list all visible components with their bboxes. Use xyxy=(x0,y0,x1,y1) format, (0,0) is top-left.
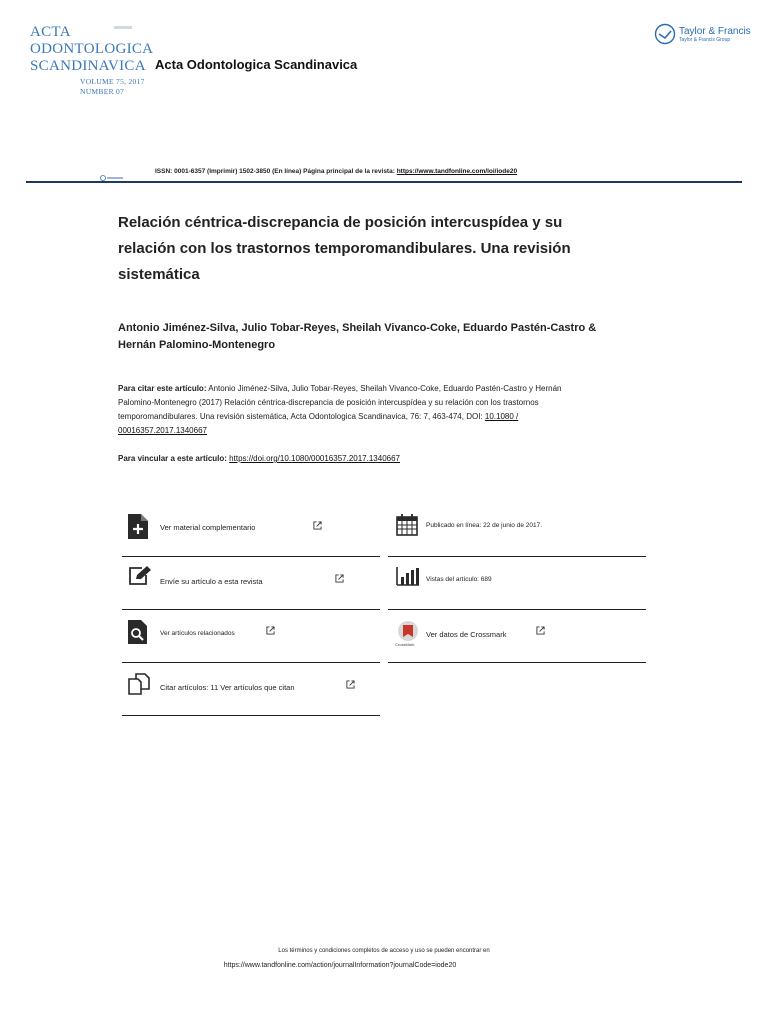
separator xyxy=(122,662,380,663)
published-item xyxy=(394,514,644,540)
publisher-sub: Taylor & Francis Group xyxy=(679,36,731,43)
external-link-icon xyxy=(335,574,344,583)
crossmark-logo-text: CrossMark xyxy=(395,642,415,647)
title-line-3: sistemática xyxy=(118,266,200,283)
citation-line-1: Antonio Jiménez-Silva, Julio Tobar-Reyes, Sheilah Vivanco-Coke, Eduardo Pastén-Castro y Hernán xyxy=(208,384,562,393)
bar-chart-icon xyxy=(396,566,420,586)
separator xyxy=(122,609,380,610)
issn-text: ISSN: 0001-6357 (Imprimir) 1502-3850 (En línea) Página principal de la revista: xyxy=(155,168,395,175)
authors xyxy=(118,320,638,354)
citation-line-3: temporomandibulares. Una revisión sistemática, Acta Odontologica Scandinavica, 76: 7, 463-474, DOI: xyxy=(118,412,483,421)
separator xyxy=(388,609,646,610)
journal-homepage-link[interactable]: https://www.tandfonline.com/loi/iode20 xyxy=(396,168,518,175)
crossmark-item[interactable] xyxy=(394,620,644,650)
title-line-1: Relación céntrica-discrepancia de posición intercuspídea y su xyxy=(118,214,563,231)
search-document-icon xyxy=(128,620,148,644)
footer-terms: Los términos y condiciones completos de acceso y uso se pueden encontrar en xyxy=(278,948,490,954)
citation-label: Para citar este artículo: xyxy=(118,384,207,393)
views-label: Vistas del artículo: 689 xyxy=(426,576,492,583)
publisher-logo[interactable] xyxy=(654,23,751,45)
article-title xyxy=(118,210,638,288)
external-link-icon xyxy=(346,680,355,689)
supplementary-label: Ver material complementario xyxy=(160,523,256,532)
external-link-icon xyxy=(313,521,322,530)
citing-label: Citar artículos: 11 Ver artículos que citan xyxy=(160,683,295,692)
title-line-2: relación con los trastornos temporomandibulares. Una revisión xyxy=(118,240,571,257)
crossmark-icon xyxy=(396,620,420,642)
cover-volume: VOLUME 75, 2017 xyxy=(80,77,145,86)
views-item xyxy=(394,566,644,592)
cover-number: NUMBER 07 xyxy=(80,87,125,96)
supplementary-item[interactable] xyxy=(128,514,378,540)
submit-article-item[interactable] xyxy=(128,566,378,592)
citation-line-2: Palomino-Montenegro (2017) Relación céntrica-discrepancia de posición intercuspídea y su relación con los trastornos xyxy=(118,398,539,407)
doi-link-a[interactable]: 10.1080 / xyxy=(484,412,519,421)
related-articles-item[interactable] xyxy=(128,620,378,646)
citing-articles-item[interactable] xyxy=(128,673,378,699)
published-label: Publicado en línea: 22 de junio de 2017. xyxy=(426,522,543,529)
separator xyxy=(122,556,380,557)
separator xyxy=(388,662,646,663)
copy-documents-icon xyxy=(128,673,150,695)
footer-terms-link[interactable] xyxy=(0,962,724,969)
add-document-icon xyxy=(128,514,148,539)
citation-block xyxy=(118,382,618,438)
external-link-icon xyxy=(266,626,275,635)
footer-link[interactable]: https://www.tandfonline.com/action/journalInformation?journalCode=iode20 xyxy=(223,962,457,969)
header-rule xyxy=(26,181,742,183)
cover-line-2: ODONTOLOGICA xyxy=(30,41,154,57)
related-label: Ver artículos relacionados xyxy=(160,630,235,637)
calendar-icon xyxy=(396,514,418,536)
separator xyxy=(388,556,646,557)
cover-line-1: ACTA xyxy=(30,24,71,40)
issn-line xyxy=(155,168,517,175)
authors-line-1: Antonio Jiménez-Silva, Julio Tobar-Reyes, Sheilah Vivanco-Coke, Eduardo Pastén-Castro & xyxy=(118,322,597,334)
publisher-name: Taylor & Francis xyxy=(679,25,751,37)
journal-cover-logo xyxy=(30,24,153,97)
authors-line-2: Hernán Palomino-Montenegro xyxy=(118,339,276,351)
external-link-icon xyxy=(536,626,545,635)
edit-icon xyxy=(128,566,152,586)
doi-link-b[interactable]: 00016357.2017.1340667 xyxy=(118,426,207,435)
taylor-francis-icon xyxy=(654,23,676,45)
cover-line-3: SCANDINAVICA xyxy=(30,58,146,74)
crossmark-label: Ver datos de Crossmark xyxy=(426,630,507,639)
link-block xyxy=(118,452,618,466)
journal-title: Acta Odontologica Scandinavica xyxy=(155,57,358,72)
article-doi-link[interactable]: https://doi.org/10.1080/00016357.2017.1340667 xyxy=(229,454,400,463)
link-label: Para vincular a este artículo: xyxy=(118,454,227,463)
cover-mark xyxy=(114,26,132,29)
submit-label: Envíe su artículo a esta revista xyxy=(160,577,263,586)
small-logo xyxy=(100,168,124,174)
separator xyxy=(122,715,380,716)
